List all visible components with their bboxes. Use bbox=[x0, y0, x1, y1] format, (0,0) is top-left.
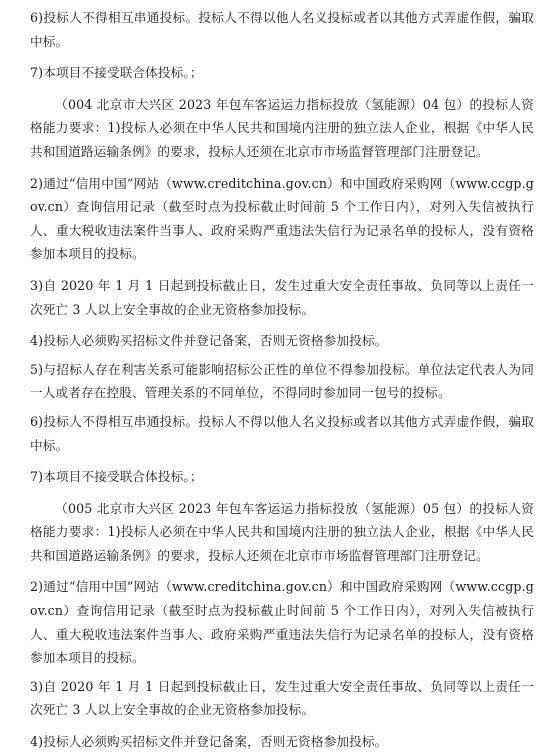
clause-6-collusion-b: 6)投标人不得相互串通投标。投标人不得以他人名义投标或者以其他方式弄虚作假，骗取中标。 bbox=[30, 413, 534, 453]
clause-7-no-consortium-b: 7)本项目不接受联合体投标。； bbox=[30, 469, 203, 485]
clause-4-purchase-docs-b: 4)投标人必须购买招标文件并登记备案，否则无资格参加投标。 bbox=[30, 734, 388, 750]
clause-7-no-consortium-a: 7)本项目不接受联合体投标。； bbox=[30, 65, 203, 81]
package-004-requirements: （004 北京市大兴区 2023 年包车客运运力指标投放（氢能源）04 包）的投标人资格能力要求：1)投标人必须在中华人民共和国境内注册的独立法人企业，根据《中华人民共和国道路运输条例》的要求，投标人还须在北京市市场监督管理部门注册登记。 bbox=[30, 96, 534, 159]
clause-5-conflict-of-interest: 5)与招标人存在利害关系可能影响招标公正性的单位不得参加投标。单位法定代表人为同一人或者存在控股、管理关系的不同单位，不得同时参加同一包号的投标。 bbox=[30, 361, 534, 401]
clause-3-safety-record-a: 3)自 2020 年 1 月 1 日起到投标截止日，发生过重大安全责任事故、负同等以上责任一次死亡 3 人以上安全事故的企业无资格参加投标。 bbox=[30, 277, 534, 317]
clause-6-collusion-a: 6)投标人不得相互串通投标。投标人不得以他人名义投标或者以其他方式弄虚作假，骗取中标。 bbox=[30, 10, 534, 49]
package-005-requirements: （005 北京市大兴区 2023 年包车客运运力指标投放（氢能源）05 包）的投标人资格能力要求：1)投标人必须在中华人民共和国境内注册的独立法人企业，根据《中华人民共和国道路运输条例》的要求，投标人还须在北京市市场监督管理部门注册登记。 bbox=[30, 500, 534, 563]
clause-2-credit-check-b: 2)通过“信用中国”网站（www.creditchina.gov.cn）和中国政府采购网（www.ccgp.gov.cn）查询信用记录（截至时点为投标截止时间前 5 个工作日内），对列入失信被执行人、重大税收违法案件当事人、政府采购严重违法失信行为记录名单的投标人，没有资格参加本项目的投标。 bbox=[30, 579, 534, 666]
clause-2-credit-check-a: 2)通过“信用中国”网站（www.creditchina.gov.cn）和中国政府采购网（www.ccgp.gov.cn）查询信用记录（截至时点为投标截止时间前 5 个工作日内），对列入失信被执行人、重大税收违法案件当事人、政府采购严重违法失信行为记录名单的投标人，没有资格参加本项目的投标。 bbox=[30, 175, 534, 262]
clause-4-purchase-docs-a: 4)投标人必须购买招标文件并登记备案，否则无资格参加投标。 bbox=[30, 333, 388, 349]
clause-3-safety-record-b: 3)自 2020 年 1 月 1 日起到投标截止日，发生过重大安全责任事故、负同等以上责任一次死亡 3 人以上安全事故的企业无资格参加投标。 bbox=[30, 678, 534, 718]
